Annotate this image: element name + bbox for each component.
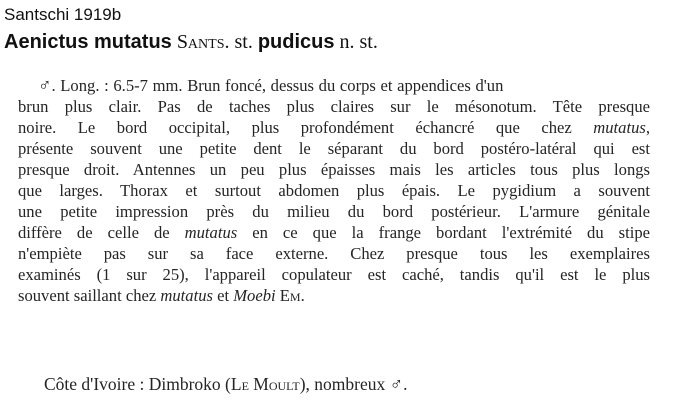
- text-line: [18, 243, 650, 264]
- description-paragraph: [18, 75, 650, 306]
- line-text: souvent saillant chez: [18, 286, 161, 305]
- line-text: et: [212, 286, 234, 305]
- line-text: une petite impression près du milieu du bord postérieur. L'armure génitale: [18, 202, 650, 221]
- italic-term: mutatus: [593, 118, 646, 137]
- locality-text: .: [403, 374, 408, 394]
- author-abbrev: Sants.: [176, 31, 230, 53]
- line-text: n'empiète pas sur sa face externe. Chez presque tous les exemplaires: [18, 244, 650, 263]
- text-line: [18, 96, 650, 117]
- male-symbol: ♂: [38, 75, 52, 95]
- species-name: Aenictus mutatus: [4, 31, 172, 53]
- text-line: [18, 264, 650, 285]
- line-text: brun plus clair. Pas de taches plus claires sur le mésonotum. Tête presque: [18, 97, 650, 116]
- source-label: Santschi 1919b: [4, 5, 122, 24]
- italic-term: Moebi: [233, 286, 276, 305]
- locality-text: ), nombreux: [299, 374, 390, 394]
- author-abbrev: Em: [279, 286, 301, 305]
- text-line: [18, 138, 650, 159]
- line-text: .: [300, 286, 305, 305]
- italic-term: mutatus: [184, 223, 238, 242]
- line-text: diffère de celle de: [18, 223, 185, 242]
- line-text: examinés (1 sur 25), l'appareil copulateur est caché, tandis qu'il est le plus: [18, 265, 650, 284]
- rank-label: st.: [234, 31, 253, 53]
- text-line: [18, 285, 650, 306]
- text-line: [18, 117, 650, 138]
- line-text: présente souvent une petite dent le séparant du bord postéro-latéral qui est: [18, 139, 650, 158]
- male-symbol: ♂: [389, 374, 404, 394]
- locality-line: [44, 374, 408, 395]
- line-text: que larges. Thorax et surtout abdomen plus épais. Le pygidium a souvent: [18, 181, 650, 200]
- line-text: noire. Le bord occipital, plus profondément échancré que chez: [18, 118, 594, 137]
- status-label: n. st.: [339, 31, 378, 53]
- line-text: en ce que la frange bordant l'extrémité du stipe: [237, 223, 650, 242]
- text-line: [18, 75, 650, 96]
- subspecies-name: pudicus: [257, 31, 335, 53]
- taxon-title: [4, 31, 378, 54]
- text-line: [18, 159, 650, 180]
- text-line: [18, 201, 650, 222]
- line-text: presque droit. Antennes un peu plus épaisses mais les articles tous plus longs: [18, 160, 650, 179]
- text-line: [18, 180, 650, 201]
- collector-name: Le Moult: [230, 374, 300, 394]
- italic-term: mutatus: [160, 286, 213, 305]
- locality-place: Côte d'Ivoire : Dimbroko (: [44, 374, 231, 394]
- line-text: ,: [645, 118, 650, 137]
- line-text: . Long. : 6.5-7 mm. Brun foncé, dessus du corps et appendices d'un: [51, 76, 504, 95]
- text-line: [18, 222, 650, 243]
